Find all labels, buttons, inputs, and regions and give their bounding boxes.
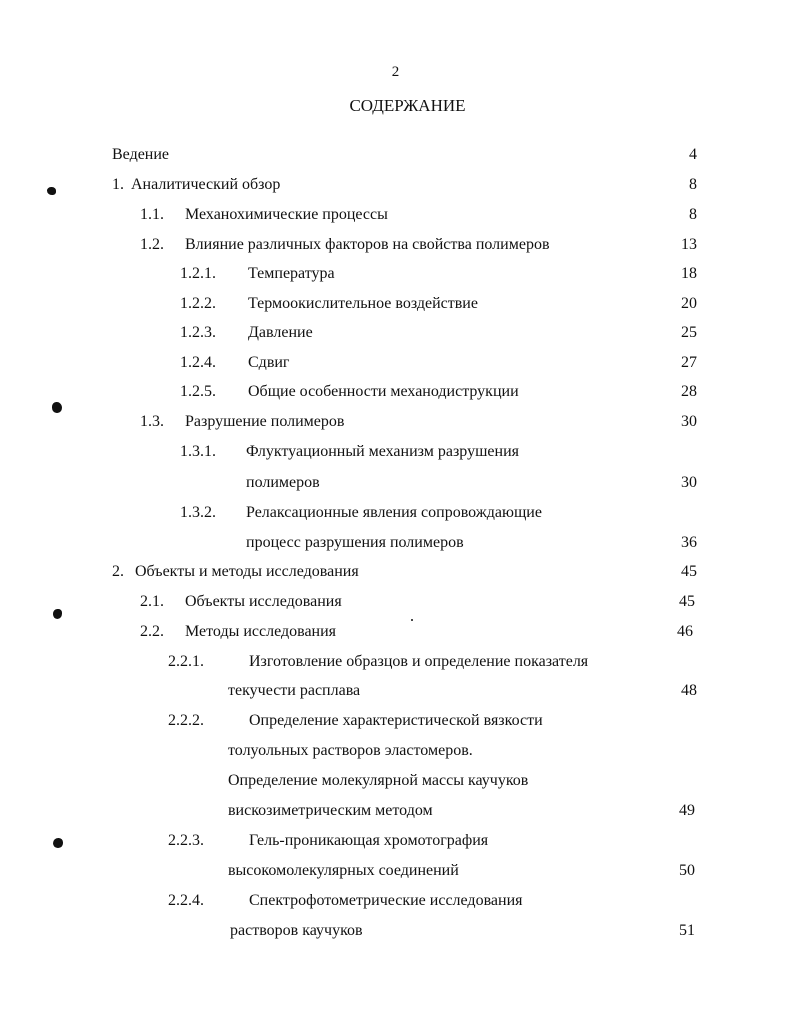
scan-mark [53, 838, 63, 848]
toc-entry-text-cont: текучести расплава [228, 682, 361, 699]
toc-entry-text: Изготовление образцов и определение показателя [249, 653, 589, 670]
toc-entry-text-cont: высокомолекулярных соединений [228, 862, 459, 879]
toc-entry-page: 20 [681, 295, 697, 312]
toc-entry-text: Общие особенности механодиструкции [248, 383, 519, 400]
scan-mark [52, 402, 62, 413]
toc-entry-number: 1.3.1. [180, 443, 216, 460]
scan-mark [411, 619, 413, 621]
page-number: 2 [391, 64, 400, 80]
toc-entry-page: 25 [681, 324, 697, 341]
toc-entry-number: 1.2. [140, 236, 164, 253]
toc-entry-text: Объекты исследования [185, 593, 342, 610]
toc-entry-number: 2.2.2. [168, 712, 204, 729]
toc-entry-page: 49 [679, 802, 695, 819]
toc-entry-number: 2.2.4. [168, 892, 204, 909]
toc-entry-page: 18 [681, 265, 697, 282]
toc-entry-page: 48 [681, 682, 697, 699]
toc-entry-text: Флуктуационный механизм разрушения [246, 443, 519, 460]
toc-entry-text: Ведение [112, 146, 170, 163]
toc-entry-page: 27 [681, 354, 697, 371]
toc-entry-number: 2.2.3. [168, 832, 204, 849]
toc-entry-number: 1.1. [140, 206, 164, 223]
toc-entry-text: Методы исследования [185, 623, 337, 640]
toc-entry-page: 36 [681, 534, 697, 551]
toc-entry-number: 1.2.1. [180, 265, 216, 282]
toc-entry-page: 46 [677, 623, 693, 640]
toc-entry-text-cont: вискозиметрическим методом [228, 802, 433, 819]
toc-entry-text-cont: толуольных растворов эластомеров. [228, 742, 473, 759]
toc-entry-text: Спектрофотометрические исследования [249, 892, 523, 909]
toc-entry-number: 1.2.4. [180, 354, 216, 371]
toc-entry-page: 30 [681, 474, 697, 491]
toc-entry-page: 13 [681, 236, 697, 253]
toc-entry-number: 1.2.5. [180, 383, 216, 400]
toc-entry-text: Механохимические процессы [185, 206, 388, 223]
toc-entry-text: Гель-проникающая хромотография [249, 832, 489, 849]
scan-mark [53, 609, 62, 619]
toc-entry-text-cont: растворов каучуков [230, 922, 363, 939]
toc-entry-text-cont: полимеров [246, 474, 320, 491]
toc-entry-page: 8 [689, 176, 697, 193]
toc-entry-number: 2.1. [140, 593, 164, 610]
toc-entry-number: 2. [112, 563, 124, 580]
toc-entry-text-cont: Определение молекулярной массы каучуков [228, 772, 529, 789]
toc-entry-text: Температура [248, 265, 335, 282]
toc-entry-text: Объекты и методы исследования [135, 563, 359, 580]
toc-entry-text: Термоокислительное воздействие [248, 295, 478, 312]
toc-entry-page: 45 [679, 593, 695, 610]
toc-entry-text: Давление [248, 324, 313, 341]
page-title: СОДЕРЖАНИЕ [349, 96, 466, 115]
toc-entry-number: 1.3.2. [180, 504, 216, 521]
toc-entry-page: 30 [681, 413, 697, 430]
toc-entry-page: 50 [679, 862, 695, 879]
toc-entry-text: Сдвиг [248, 354, 290, 371]
toc-entry-text: Влияние различных факторов на свойства полимеров [185, 236, 550, 253]
toc-entry-text: Разрушение полимеров [185, 413, 345, 430]
toc-entry-number: 1.2.2. [180, 295, 216, 312]
toc-entry-text: Определение характеристической вязкости [249, 712, 543, 729]
toc-entry-page: 51 [679, 922, 695, 939]
toc-entry-page: 45 [681, 563, 697, 580]
toc-entry-number: 1.3. [140, 413, 164, 430]
toc-entry-page: 8 [689, 206, 697, 223]
toc-entry-number: 2.2.1. [168, 653, 204, 670]
toc-entry-text: Аналитический обзор [131, 176, 281, 193]
toc-entry-number: 2.2. [140, 623, 164, 640]
toc-entry-text-cont: процесс разрушения полимеров [246, 534, 464, 551]
toc-entry-page: 28 [681, 383, 697, 400]
toc-entry-number: 1. [112, 176, 124, 193]
toc-entry-page: 4 [689, 146, 697, 163]
toc-entry-number: 1.2.3. [180, 324, 216, 341]
scan-mark [47, 187, 56, 195]
toc-entry-text: Релаксационные явления сопровождающие [246, 504, 542, 521]
